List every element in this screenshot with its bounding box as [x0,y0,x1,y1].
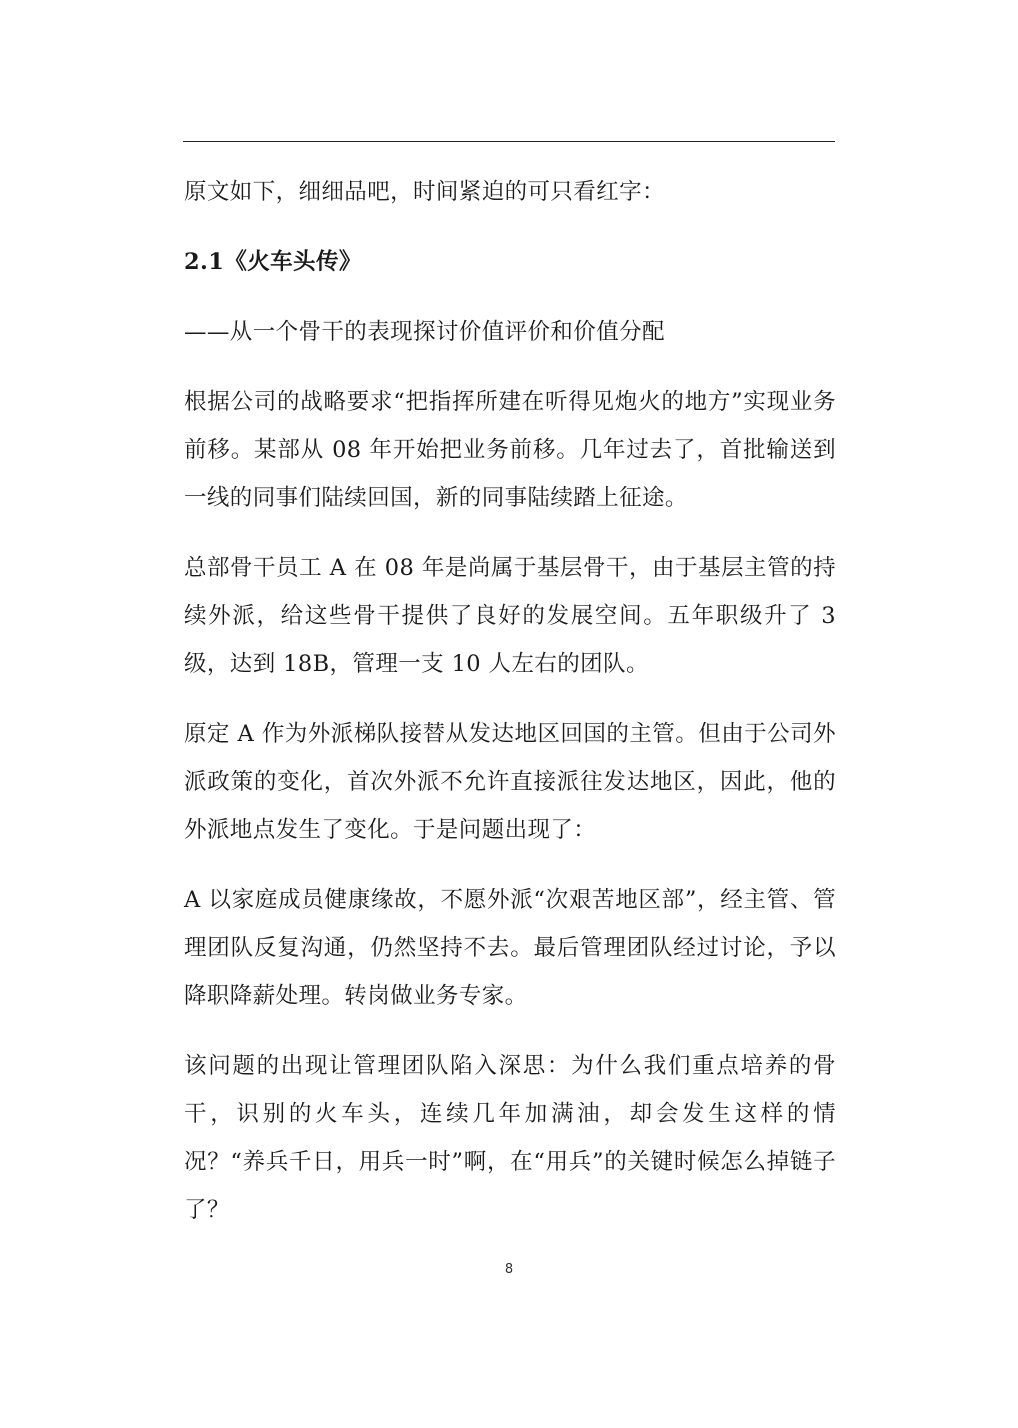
body-paragraph-4: A 以家庭成员健康缘故，不愿外派“次艰苦地区部”，经主管、管理团队反复沟通，仍然坚持不去。最后管理团队经过讨论，予以降职降薪处理。转岗做业务专家。 [184,887,836,1009]
section-subtitle: ——从一个骨干的表现探讨价值评价和价值分配 [184,319,665,345]
page-number: 8 [504,1262,514,1277]
body-paragraph-5: 该问题的出现让管理团队陷入深思：为什么我们重点培养的骨干，识别的火车头，连续几年加满油，却会发生这样的情况？“养兵千日，用兵一时”啊，在“用兵”的关键时候怎么掉链子了？ [184,1053,836,1223]
body-paragraph-2: 总部骨干员工 A 在 08 年是尚属于基层骨干，由于基层主管的持续外派，给这些骨干提供了良好的发展空间。五年职级升了 3 级，达到 18B，管理一支 10 人左右的团队。 [184,555,836,677]
body-paragraph-1: 根据公司的战略要求“把指挥所建在听得见炮火的地方”实现业务前移。某部从 08 年开始把业务前移。几年过去了，首批输送到一线的同事们陆续回国，新的同事陆续踏上征途。 [184,389,836,511]
intro-paragraph: 原文如下，细细品吧，时间紧迫的可只看红字： [184,179,665,205]
section-heading: 2.1《火车头传》 [184,249,362,275]
body-paragraph-3: 原定 A 作为外派梯队接替从发达地区回国的主管。但由于公司外派政策的变化，首次外派不允许直接派往发达地区，因此，他的外派地点发生了变化。于是问题出现了： [184,721,836,843]
page-content [184,168,836,1234]
header-rule [183,141,835,142]
